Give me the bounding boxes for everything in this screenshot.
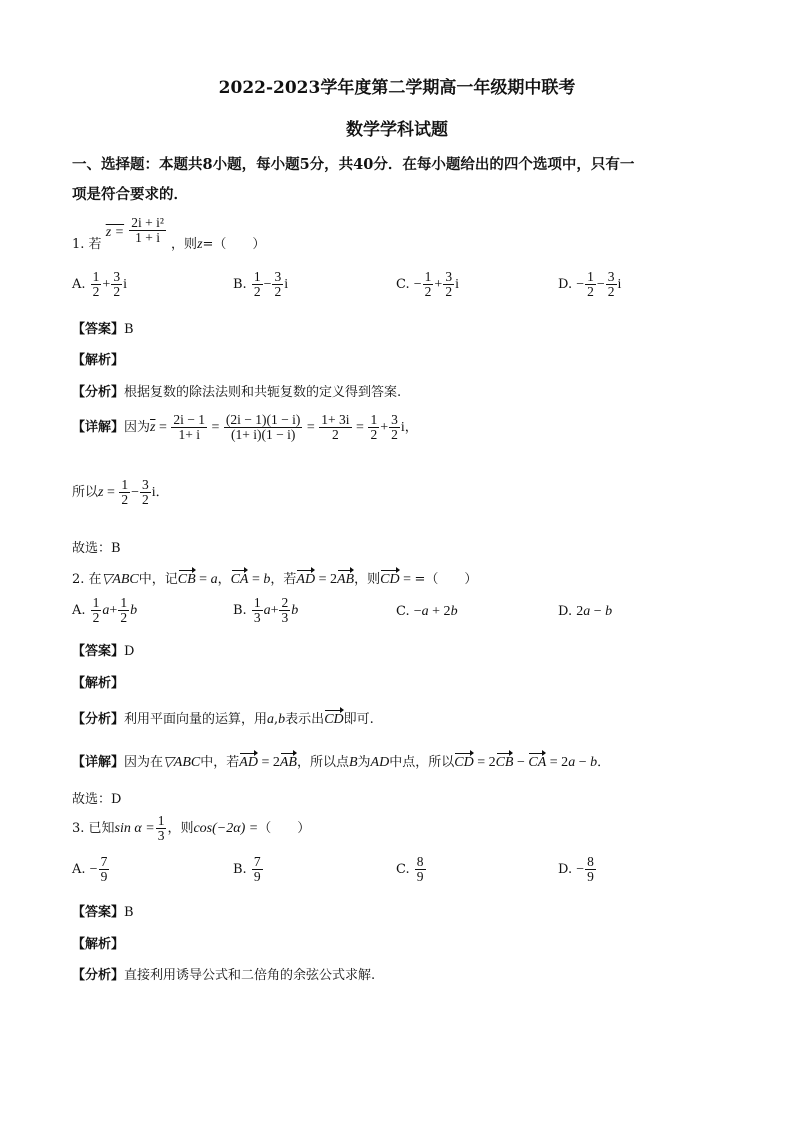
page-subtitle: 数学学科试题 [346,120,448,140]
section-heading-cont: 项是符合要求的． [72,186,188,203]
q1-analysis-label: 【解析】 [72,353,125,368]
q2-conclusion: 故选：D [72,792,122,807]
q1-answer: 【答案】B [72,322,134,337]
q3-option-a[interactable]: A. − $\frac{7}{9}$ [72,854,108,885]
q3-option-c[interactable]: C. $\frac{8}{9}$ [396,854,424,885]
q2-analysis-label: 【解析】 [72,676,125,691]
q1-detail: 【详解】因为$\overline{z}$ = $\frac{2i - 1}{1+ i}$ = $\frac{(2i - 1)(1 - i)}{(1+ i)(1 - i)}$ = $\frac{1+ 3i}{2}$ = $\frac{1}{2}$ + $\frac{3}{2}$ i， [72,412,418,443]
q2-option-b[interactable]: B. $\frac{1}{3}$ a+ $\frac{2}{3}$ b [233,595,299,626]
q1-option-a[interactable]: A. $\frac{1}{2}$ + $\frac{3}{2}$ i [72,269,127,300]
q1-option-b[interactable]: B. $\frac{1}{2}$ − $\frac{3}{2}$ i [233,269,289,300]
q3-option-d[interactable]: D. − $\frac{8}{9}$ [558,854,594,885]
q1-solution: 所以z = $\frac{1}{2}$ − $\frac{3}{2}$ i． [72,477,169,508]
q1-prefix: 1. 若 [72,237,102,253]
q2-fenxi: 【分析】利用平面向量的运算，用a,b表示出CD即可. [72,712,374,727]
q2-option-a[interactable]: A. $\frac{1}{2}$ a+ $\frac{1}{2}$ b [72,595,138,626]
section-heading: 一、选择题：本题共8小题，每小题5分，共40分．在每小题给出的四个选项中，只有一 [72,156,635,173]
page-title: 2022-2023学年度第二学期高一年级期中联考 [218,78,576,98]
question-2: 2. 在▽ABC中，记CB = a，CA = b，若AD = 2AB，则CD = =（ ） [72,572,478,587]
q1-option-d[interactable]: D. − $\frac{1}{2}$ − $\frac{3}{2}$ i [558,269,622,300]
q1-conclusion: 故选：B [72,541,121,556]
q2-answer: 【答案】D [72,644,135,659]
question-1: 1. 若 z = $\frac{\text{2i + i²}}{1 + i}$ ，则z=（ ） [72,215,266,253]
q1-fraction: $\frac{\text{2i + i²}}{1 + i}$ [131,215,164,246]
question-3: 3. 已知sin α = $\frac{1}{3}$ ，则cos(−2α) =（ ） [72,813,311,844]
q3-option-b[interactable]: B. $\frac{7}{9}$ [233,854,261,885]
q1-zbar: z = [105,225,125,241]
q3-analysis-label: 【解析】 [72,937,125,952]
q2-detail: 【详解】因为在▽ABC中，若AD = 2AB，所以点B为AD中点，所以CD = 2CB − CA = 2a − b． [72,755,611,770]
q2-option-d[interactable]: D. 2a − b [558,604,613,619]
q1-option-c[interactable]: C. − $\frac{1}{2}$ + $\frac{3}{2}$ i [396,269,459,300]
q3-fenxi: 【分析】直接利用诱导公式和二倍角的余弦公式求解. [72,968,376,983]
q1-fenxi: 【分析】根据复数的除法法则和共轭复数的定义得到答案. [72,385,402,400]
q2-option-c[interactable]: C. −a + 2b [396,604,458,619]
q3-answer: 【答案】B [72,905,134,920]
